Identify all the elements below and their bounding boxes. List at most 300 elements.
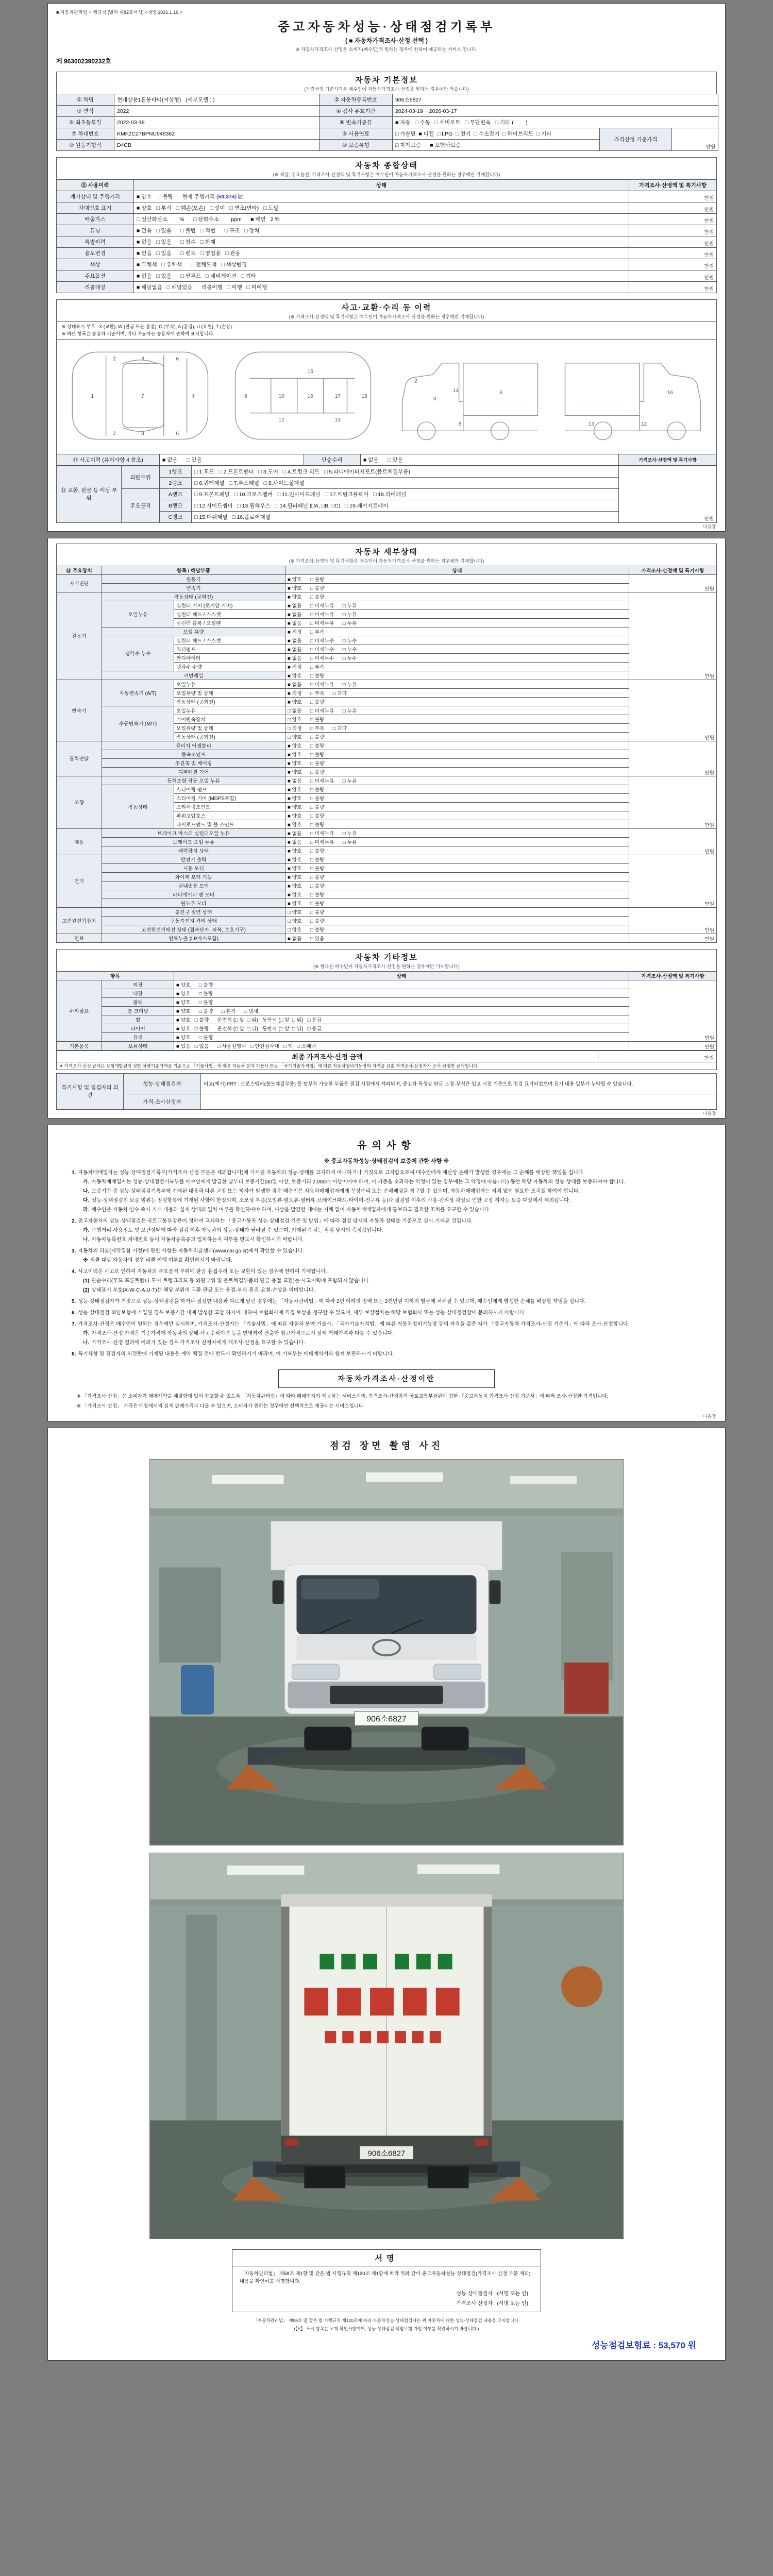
item-cell: 추진축 및 베어링	[102, 758, 285, 767]
checkbox-group-cell: □ 6.쿼터패널 □ 7.루프패널 □ 8.사이드실패널	[192, 477, 619, 488]
checkbox-group-cell: □ 없음 □ 미세누유 □ 누유	[285, 706, 629, 715]
notice-item-number: 2.	[72, 1218, 76, 1224]
checkbox-group-cell: ■ 자동 □ 수동 □ 세미오토 □ 무단변속 □ 기타 ( )	[393, 117, 718, 128]
checkbox-group-cell: □ 15.대쉬패널 □ 16.플로어패널	[192, 511, 619, 522]
checkbox-group-cell: ■ 없음 □ 미세누유 □ 누유	[285, 601, 629, 609]
ceiling-light	[510, 1476, 577, 1484]
item-cell: 외장	[102, 980, 174, 989]
notice-subitem	[83, 1227, 701, 1234]
svg-text:13: 13	[588, 421, 595, 428]
svg-text:17: 17	[334, 394, 341, 400]
checkbox-group-cell: ■ 양호 □ 불량	[285, 697, 629, 706]
subitem-cell: 오일누유	[174, 680, 285, 688]
item-cell: 변속기	[102, 583, 285, 592]
subitem-cell: 타이로드엔드 및 볼 조인트	[174, 820, 285, 828]
item-cell: 휠	[102, 1015, 174, 1024]
value-cell: 906소6827	[393, 94, 718, 106]
checkbox-group-cell: ■ 양호 □ 불량	[285, 846, 629, 855]
checkbox-group-cell: ■ 양호 □ 불량	[174, 997, 629, 1006]
notice-subitem-text: 성능·상태점검의 보증 범위는 점검항목에 기재된 사항에 한정되며, 소모성 부품(오일류·벨트류·필터류·브레이크패드·타이어·전구류 등)과 점검일 이후의 사용·관리상 과실로 인한 고장·하자는 보증 대상에서 제외됩니다.	[91, 1197, 570, 1204]
sheet-3	[47, 1125, 726, 1422]
checkbox-group-cell: ■ 양호 □ 불량	[174, 989, 629, 997]
checkbox-group-cell: □ 9.프론트패널 □ 10.크로스멤버 □ 11.인사이드패널 □ 17.트렁크플로어 □ 18.리어패널	[192, 488, 619, 500]
svg-text:15: 15	[307, 369, 313, 375]
notice-subitem-number: 가.	[83, 1227, 90, 1233]
checkbox-group-cell: ■ 양호 □ 불량	[285, 872, 629, 881]
notice-subitem-number: 가.	[83, 1179, 90, 1185]
inspection-photo-rear	[149, 1853, 624, 2239]
column-header: 항목 / 해당부품	[102, 566, 285, 574]
item-cell: 브레이크 마스터 실린더오일 누유	[102, 828, 285, 837]
svg-text:8: 8	[458, 421, 462, 428]
item-cell: 작동상태	[102, 785, 174, 828]
next-page-marker: 다음장	[703, 1110, 716, 1116]
price-cell: 만원	[629, 680, 717, 741]
opinion-who: 가격·조사산정자	[124, 1094, 201, 1109]
checkbox-group-cell: ■ 양호 □ 불량	[285, 881, 629, 890]
item-cell: 커먼레일	[102, 671, 285, 680]
row-label: 튜닝	[57, 225, 134, 236]
label-cell: ④ 검사 유효기간	[320, 106, 393, 117]
headlight-left	[292, 1664, 339, 1680]
tail-light-left	[285, 2139, 298, 2146]
notice-subitem-text: 가격조사·산정 결과에 이의가 있는 경우 가격조사·산정자에게 재조사·산정을 요구할 수 있습니다.	[91, 1340, 305, 1346]
checkbox-group-cell: ■ 없음 □ 있음 □ 렌트 □ 영업용 □ 관용	[134, 248, 629, 259]
rank-cell: 2랭크	[160, 477, 192, 488]
notice-item	[72, 1320, 701, 1328]
notice-subitem	[83, 1339, 701, 1347]
svg-text:13: 13	[334, 417, 341, 423]
price-cell: 만원	[629, 282, 717, 293]
checkbox-group-cell: □ 양호 □ 불량	[285, 732, 629, 741]
exchange-label: ⑬ 교환, 판금 등 이상 부위	[57, 466, 122, 522]
item-cell: 원동기	[102, 574, 285, 583]
pricing-info-line: ※ 「가격조사·산정」 가격은 매장에서의 실제 판매가격과 다를 수 있으며, 소비자가 원하는 경우에만 선택적으로 제공되는 서비스입니다.	[77, 1403, 365, 1410]
checkbox-group-cell: □ 가솔린 ■ 디젤 □ LPG □ 전기 □ 수소전기 □ 하이브리드 □ 기타	[393, 128, 600, 140]
row-label: 계기상태 및 주행거리	[57, 191, 134, 202]
overall-condition-table	[56, 179, 717, 293]
notice-subitem-number: 나.	[83, 1236, 90, 1243]
checkbox-group-cell: ■ 없음 □ 있음 □ 침수 □ 화재	[134, 236, 629, 248]
item-cell: 배력장치 상태	[102, 846, 285, 855]
checkbox-group-cell: ■ 양호 □ 불량	[174, 980, 629, 989]
item-cell: 오일 유량	[102, 627, 285, 636]
checkbox-group-cell: ■ 양호 □ 부식 □ 훼손(오손) □ 상이 □ 변조(변타) □ 도말	[134, 202, 629, 214]
checkbox-group-cell: □ 일산화탄소 % □ 탄화수소 ppm ■ 매연 2 %	[134, 214, 629, 225]
device-group: 제동	[57, 828, 102, 855]
item-cell: 동력조향 작동 오일 누유	[102, 776, 285, 785]
pricing-info-box-title: 자동차가격조사·산정이란	[278, 1369, 495, 1388]
item-cell: 보유상태	[102, 1041, 174, 1050]
section-overall-title: 자동차 종합상태	[355, 161, 418, 170]
checkbox-group-cell: ■ 있음 □ 없음 □ 사용설명서 □ 안전삼각대 □ 잭 □ 스패너	[174, 1041, 629, 1050]
column-header: 상태	[285, 566, 629, 574]
section-etc-header	[56, 949, 717, 971]
price-cell: 만원	[629, 248, 717, 259]
inspection-photo-front	[149, 1459, 624, 1845]
item-cell: 윈도우 모터	[102, 899, 285, 907]
value-cell: KMFZC27BPNU948362	[114, 128, 320, 140]
notice-subitem-number: 라.	[83, 1207, 90, 1213]
diagram-left-side-box	[463, 363, 538, 416]
license-plate-number: 906소6827	[366, 1715, 407, 1724]
rear-wheel-left	[304, 2167, 345, 2189]
notice-item	[72, 1298, 701, 1306]
signature-title: 서명	[232, 2250, 541, 2266]
checkbox-group-cell: ■ 양호 □ 불량 운전석 (□ 앞 □ 뒤) 동반석 (□ 앞 □ 뒤) □ 응급	[174, 1024, 629, 1032]
notice-item-number: 8.	[72, 1351, 76, 1357]
svg-text:2: 2	[113, 356, 116, 362]
legend-line-1: ※ 상태표시 부호 : X (교환), W (판금 또는 용접), C (부식), A (흠집), U (요철), T (손상)	[62, 324, 232, 329]
document-title: 중고자동차성능·상태점검기록부	[277, 20, 496, 34]
subitem-cell: 스티어링 기어 (MDPS포함)	[174, 793, 285, 802]
price-cell: 만원	[629, 214, 717, 225]
value-cell: 2024-03-19 ~ 2026-03-17	[393, 106, 718, 117]
signature-footnote-2: (【Y】 표시 항목은 고객 확인사항이며, 성능·상태점검 책임보험 가입 여부를 확인하시기 바랍니다.)	[294, 2326, 479, 2331]
license-plate-number: 906소6827	[367, 2149, 406, 2158]
price-cell: 만원	[629, 907, 717, 934]
checkbox-group-cell: ■ 없음 □ 미세누수 □ 누수	[285, 636, 629, 645]
checkbox-group-cell: □ 양호 □ 불량	[285, 916, 629, 925]
notice-item-number: 1.	[72, 1170, 76, 1176]
rank-cell: C랭크	[160, 511, 192, 522]
row-label: 배출가스	[57, 214, 134, 225]
column-header: 가격조사·산정액 및 특기사항	[629, 566, 717, 574]
checkbox-group-cell: □ 양호 □ 불량	[285, 925, 629, 934]
item-cell: 광택	[102, 997, 174, 1006]
device-group: 원동기	[57, 592, 102, 680]
svg-text:16: 16	[307, 394, 313, 400]
column-header: 상태	[174, 971, 629, 980]
rear-photo-illustration	[150, 1853, 623, 2239]
item-cell: 와이퍼 모터 기능	[102, 872, 285, 881]
notice-subitem-text: 가격조사·산정 가격은 기준가격에 자동차의 상태·사고수리이력 등을 반영하여 산출한 참고가격으로서 실제 거래가격과 다를 수 있습니다.	[91, 1330, 394, 1336]
red-signage-text	[304, 1988, 459, 2044]
svg-text:16: 16	[667, 389, 674, 396]
svg-text:12: 12	[641, 421, 647, 428]
notice-item-text: 자동차의 리콜(제작결함 시정)에 관한 사항은 자동차리콜센터(www.car.go.kr)에서 확인할 수 있습니다.	[78, 1248, 305, 1254]
item-cell: 브레이크 오일 누유	[102, 837, 285, 846]
checkbox-group-cell: ■ 없음 □ 있음	[285, 934, 629, 942]
checkbox-group-cell: ■ 양호 □ 불량	[285, 863, 629, 872]
section-accident-header	[56, 299, 717, 321]
mileage-value: 50,374	[218, 194, 235, 200]
notice-subitem	[83, 1197, 701, 1205]
checkbox-group-cell: ■ 양호 □ 불량	[285, 758, 629, 767]
notice-item	[72, 1268, 701, 1276]
checkbox-group-cell: ■ 양호 □ 불량	[285, 811, 629, 820]
notice-subitem	[83, 1206, 701, 1214]
item-cell: 충전구 절연 상태	[102, 907, 285, 916]
svg-text:9: 9	[244, 394, 247, 400]
item-cell: 고전원전기배선 상태 (접속단자, 피복, 보호기구)	[102, 925, 285, 934]
price-cell: 만원	[629, 202, 717, 214]
price-cell: 만원	[629, 236, 717, 248]
checkbox-group-cell: ■ 없음 □ 있음 □ 불법 □ 적법 □ 구조 □ 장치	[134, 225, 629, 236]
subitem-cell: 작동상태 (공회전)	[174, 697, 285, 706]
simple-repair-label: 단순수리	[304, 454, 361, 465]
diagram-left-side-cab	[402, 363, 463, 431]
document-title-option: ( ■ 자동차가격조사·산정 선택 )	[345, 37, 428, 44]
item-cell: 유리	[102, 1032, 174, 1041]
opinion-table	[56, 1073, 717, 1110]
item-cell: 구동축전지 격리 상태	[102, 916, 285, 925]
notice-item-text: 사고이력은 사고로 인하여 자동차의 주요골격 부위에 판금·용접수리 또는 교환이 있는 경우에 한하여 기재합니다.	[78, 1268, 328, 1275]
tail-light-right	[475, 2139, 489, 2146]
wall-shelf	[159, 1568, 221, 1663]
checkbox-group-cell: ■ 없음 □ 있음	[361, 454, 619, 465]
checkbox-group-cell: ■ 해당없음 □ 해당있음 리콜이행 □ 이행 □ 미이행	[134, 282, 629, 293]
device-group: 수리필요	[57, 980, 102, 1041]
item-cell: 연료누출 (LP가스포함)	[102, 934, 285, 942]
inspector-signature-line: 성능·상태점검자 : (서명 또는 인)	[456, 2291, 528, 2297]
accident-history-table	[56, 454, 717, 466]
value-cell: 2022-03-18	[114, 117, 320, 128]
price-cell: 만원	[629, 259, 717, 270]
svg-text:8: 8	[141, 431, 144, 437]
price-cell: 만원	[629, 828, 717, 855]
checkbox-group-cell: ■ 양호 □ 불량	[285, 767, 629, 776]
sheet-1	[47, 3, 726, 532]
mileage-label: 현재 주행거리 (	[182, 194, 219, 200]
section-etc-note: (※ 항목은 매수인이 자동차가격조사·산정을 원하는 경우에만 기재합니다)	[313, 963, 460, 969]
section-etc-title: 자동차 기타정보	[355, 953, 418, 962]
cargo-box-top	[271, 1521, 502, 1570]
checkbox-group-cell: ■ 양호 □ 불량	[285, 574, 629, 583]
notice-subitem-text: 단순수리(후드·프론트펜더·도어·트렁크리드 등 외판부위 및 볼트체결부품의 판금·용접·교환)는 사고이력에 포함되지 않습니다.	[91, 1278, 371, 1284]
vehicle-diagram-area	[56, 339, 717, 454]
svg-text:14: 14	[452, 387, 459, 394]
notice-subitem	[83, 1286, 701, 1294]
section-accident-note: (※ 가격조사·산정액 및 특기사항은 매수인이 자동차가격조사·산정을 원하는 경우에만 기재합니다)	[289, 314, 484, 319]
column-header: ⑭ 주요장치	[57, 566, 102, 574]
price-cell: 만원	[629, 225, 717, 236]
notice-subitem-text: 상태표시 부호(X·W·C·A·U·T)는 해당 부위의 교환·판금 또는 용접·부식·흠집·요철·손상을 의미합니다.	[91, 1287, 315, 1293]
item-cell: 오일누유	[102, 601, 174, 627]
checkbox-group-cell: ■ 양호 □ 불량	[285, 671, 629, 680]
opinion-label: 특기사항 및 점검자의 의견	[57, 1073, 124, 1109]
checkbox-group-cell: ■ 양호 □ 불량	[285, 785, 629, 793]
svg-text:18: 18	[361, 394, 367, 400]
signature-footnote-1: 「자동차관리법」 제58조 및 같은 법 시행규칙 제120조에 따라 자동차성능·상태점검자는 위 자동차에 대한 성능·상태점검 내용을 고지합니다.	[253, 2317, 520, 2323]
price-cell: 만원	[629, 191, 717, 202]
notice-subitem-text: 매수인은 자동차 인수 즉시 기재 내용과 실제 상태의 일치 여부를 확인하여야 하며, 이상을 발견한 때에는 지체 없이 자동차매매업자에게 통보하고 필요한 조치를 요구할 수 있습니다.	[91, 1207, 491, 1213]
svg-text:2: 2	[113, 431, 116, 437]
accident-legend	[56, 321, 717, 339]
exchange-panel-table	[56, 466, 717, 523]
front-wheel-left	[304, 1727, 351, 1751]
next-page-marker: 다음장	[703, 523, 716, 529]
row-label: 색상	[57, 259, 134, 270]
notice-item-number: 3.	[72, 1248, 76, 1254]
base-price-label-cell: 가격산정 기준가격	[600, 128, 672, 151]
column-header: 가격조사·산정액 및 특기사항	[619, 454, 717, 465]
item-cell: 작동상태 (공회전)	[102, 592, 285, 601]
final-price-note: ※ 가격조사·산정 금액은 보험개발원이 정한 차량기준가액을 기준으로 「기술사법」에 따른 자동차 분야 기술사 또는 「국가기술자격법」에 따른 자동차정비기능장의 자격을 갖춘 가격조사·산정자가 조사·산정한 금액입니다.	[57, 1062, 717, 1070]
notice-item	[72, 1217, 701, 1225]
rank-cell: A랭크	[160, 488, 192, 500]
checkbox-group-cell: □ 12.사이드멤버 □ 13.휠하우스 □ 14.필러패널 (□A, □B, □C) □ 19.패키지트레이	[192, 500, 619, 511]
row-label: 특별이력	[57, 236, 134, 248]
notice-item-text: 특기사항 및 점검자의 의견란에 기재된 내용은 계약 체결 전에 반드시 확인하시기 바라며, 이 기록부는 매매계약서와 함께 보관하시기 바랍니다.	[78, 1351, 394, 1357]
column-header: 가격조사·산정액 및 특기사항	[629, 971, 717, 980]
section-accident-title: 사고·교환·수리 등 이력	[341, 303, 432, 312]
device-group: 조향	[57, 776, 102, 828]
final-price-table	[56, 1050, 717, 1070]
section-detail-note: (※ 가격조사·산정액 및 특기사항은 매수인이 자동차가격조사·산정을 원하는 경우에만 기재합니다)	[289, 558, 484, 564]
notice-item	[72, 1247, 701, 1255]
row-label: 차대번호 표기	[57, 202, 134, 214]
checkbox-group-cell: □ 양호 □ 불량	[285, 715, 629, 723]
price-cell: 만원	[619, 466, 717, 522]
price-cell: 만원	[629, 855, 717, 907]
subitem-cell: 워터펌프	[174, 645, 285, 653]
diagram-underside-body	[235, 352, 371, 439]
subitem-cell: 오일유량 및 상태	[174, 723, 285, 732]
checkbox-group-cell: ■ 없음 □ 미세누유 □ 누유	[285, 837, 629, 846]
item-cell: 시동 모터	[102, 863, 285, 872]
final-price-value: 만원	[598, 1050, 717, 1062]
device-group: 변속기	[57, 680, 102, 741]
checkbox-group-cell: ■ 없음 □ 미세누유 □ 누유	[285, 776, 629, 785]
device-group: 자기진단	[57, 574, 102, 592]
opinion-text: 비고(예시) FRT : 크로스멤버(볼트체결부품) 등 탈부착 가능한 부품은 점검 시점에서 제외되며, 중고차 특성상 판금·도장·부식은 입고 시점 기준으로 점검 표기되었으며 표기 내용 일부가 누락될 수 있습니다.	[201, 1073, 717, 1094]
headlight-right	[434, 1664, 481, 1680]
state-text: ■ 양호 □ 불량	[137, 194, 173, 200]
device-group: 동력전달	[57, 741, 102, 776]
notice-item-text: 성능·상태점검 책임보험에 가입된 경우 보증기간 내에 발생한 고장·하자에 대하여 보험회사에 직접 보상을 청구할 수 있으며, 세부 보상절차는 해당 보험회사 또는 성능·상태점검장에 문의하시기 바랍니다.	[78, 1310, 526, 1316]
checkbox-group-cell: ■ 양호 □ 불량	[285, 750, 629, 758]
checkbox-group-cell: ■ 양호 □ 불량	[285, 583, 629, 592]
svg-text:3: 3	[141, 356, 144, 362]
notice-item	[72, 1309, 701, 1317]
price-cell: 만원	[629, 270, 717, 282]
workshop-door	[561, 1552, 613, 1681]
label-cell: ① 차명	[57, 94, 114, 106]
checkbox-group-cell: ■ 없음 □ 미세누유 □ 누유	[285, 828, 629, 837]
label-cell: ⑥ 변속기종류	[320, 117, 393, 128]
final-price-label: 최종 가격조사·산정 금액	[57, 1050, 598, 1062]
section-basic-title: 자동차 기본정보	[355, 76, 418, 84]
notice-subtitle: ※ 중고자동차성능·상태점검의 보증에 관한 사항 ※	[324, 1158, 449, 1164]
ceiling-light	[212, 1475, 284, 1484]
column-header: 항목	[57, 971, 174, 980]
label-cell: ② 자동차등록번호	[320, 94, 393, 106]
notice-item-number: 7.	[72, 1321, 76, 1327]
section-overall-header	[56, 157, 717, 179]
value-cell: D4CB	[114, 140, 320, 151]
next-page-marker: 다음장	[703, 1414, 716, 1419]
price-cell: 만원	[629, 592, 717, 680]
accident-history-label: ⑫ 사고이력 (유의사항 4 참조)	[57, 454, 160, 465]
notice-item	[72, 1169, 701, 1177]
svg-text:6: 6	[176, 431, 179, 437]
item-cell: 디퍼렌셜 기어	[102, 767, 285, 776]
signature-box	[232, 2249, 541, 2312]
notice-item-number: 5.	[72, 1298, 76, 1304]
subitem-cell: 실린더 헤드 / 가스켓	[174, 609, 285, 618]
notice-item-text: 성능·상태점검자가 거짓으로 성능·상태점검을 하거나 점검한 내용과 다르게 알린 경우에는 「자동차관리법」에 따라 2년 이하의 징역 또는 2천만원 이하의 벌금에 처해질 수 있으며, 매수인에게 발생한 손해를 배상할 책임을 집니다.	[78, 1298, 586, 1304]
bumper-grille	[330, 1686, 443, 1704]
section-overall-note: (※ 색상, 주요옵션, 가격조사·산정액 및 특기사항은 매수인이 자동차가격조사·산정을 원하는 경우에만 기재합니다)	[273, 172, 500, 177]
front-photo-illustration	[150, 1460, 623, 1845]
row-label: 주요옵션	[57, 270, 134, 282]
workshop-pillar	[186, 1915, 217, 2121]
checkbox-group-cell: ■ 적정 □ 부족 □ 과다	[285, 688, 629, 697]
price-cell: 만원	[629, 574, 717, 592]
item-cell: 클러치 어셈블리	[102, 741, 285, 750]
checkbox-group-cell: □ 자가보증 ■ 보험사보증	[393, 140, 600, 151]
diagram-right-side-box	[565, 363, 640, 416]
item-cell: 타이어	[102, 1024, 174, 1032]
checkbox-group-cell: ■ 양호 □ 불량	[285, 855, 629, 863]
item-cell: 수동변속기 (M/T)	[102, 706, 174, 741]
notice-title: 유의사항	[357, 1140, 416, 1151]
label-cell: ③ 연식	[57, 106, 114, 117]
svg-text:7: 7	[141, 394, 144, 400]
ceiling-light	[366, 1472, 443, 1482]
device-group: 고전원전기장치	[57, 907, 102, 934]
insurance-fee	[77, 2338, 696, 2351]
svg-text:3: 3	[433, 396, 436, 402]
column-header: ⑪ 사용이력	[57, 180, 134, 191]
price-cell: 만원	[629, 741, 717, 776]
svg-text:6: 6	[499, 389, 502, 396]
pricing-info-line: ※ 「가격조사·산정」은 소비자가 매매계약을 체결함에 있어 참고할 수 있도록 「자동차관리법」에 따라 매매업자가 제공하는 서비스이며, 가격조사·산정자가 국토교통부장관이 정한 「중고자동차 가격조사·산정 기준서」에 따라 조사·산정한 가격입니다.	[77, 1393, 609, 1399]
item-cell: 등속조인트	[102, 750, 285, 758]
legend-line-2: ※ 하단 항목은 승용차 기준이며, 기타 자동차는 승용차에 준하여 표시합니다.	[62, 331, 214, 336]
base-price-value-cell: 만원	[672, 128, 718, 151]
vehicle-diagrams	[61, 342, 712, 449]
subitem-cell: 스티어링 펌프	[174, 785, 285, 793]
rank-cell: 1랭크	[160, 466, 192, 477]
notice-item-number: 4.	[72, 1268, 76, 1275]
notice-item-text: 가격조사·산정은 매수인이 원하는 경우에만 실시하며, 가격조사·산정자는 「기술사법」에 따른 자동차 분야 기술사, 「국가기술자격법」에 따른 자동차정비기능장 등의 자격을 갖춘 자가 「중고자동차 가격조사·산정 기준서」에 따라 조사·산정합니다.	[78, 1321, 630, 1327]
price-cell: 만원	[629, 980, 717, 1041]
etc-info-table	[56, 971, 717, 1050]
basic-info-table	[56, 94, 718, 151]
item-cell: 자동변속기 (A/T)	[102, 680, 174, 706]
side-mirror-right	[489, 1581, 500, 1604]
label-cell: ⑤ 최초등록일	[57, 117, 114, 128]
section-detail-title: 자동차 세부상태	[355, 547, 418, 556]
notice-subitem-number: 나.	[83, 1340, 90, 1346]
checkbox-group-cell: ■ 무채색 □ 유채색 □ 전체도색 □ 색상변경	[134, 259, 629, 270]
notice-subitem-number: ※	[83, 1257, 88, 1263]
row-label: 리콜대상	[57, 282, 134, 293]
notice-subitem-text: 리콜 대상 자동차의 경우 리콜 이행 여부를 확인하시기 바랍니다.	[90, 1257, 232, 1263]
signature-body: 「자동차관리법」 제58조 제1항 및 같은 법 시행규칙 제120조 제1항에 따라 위와 같이 중고자동차성능·상태점검(가격조사·산정 부분 제외) 내용을 확인하고 서명합니다.	[240, 2271, 531, 2285]
opinion-who: 성능·상태점검자	[124, 1073, 201, 1094]
checkbox-group-cell: □ 적정 □ 부족 □ 과다	[285, 723, 629, 732]
checkbox-group-cell: ■ 없음 □ 있음	[160, 454, 304, 465]
notice-subitem	[83, 1178, 701, 1186]
subitem-cell: 파워고압호스	[174, 811, 285, 820]
price-cell: 만원	[629, 934, 717, 942]
sheet-4	[47, 1428, 726, 2360]
notice-subitem	[83, 1330, 701, 1337]
item-cell: 라디에이터 팬 모터	[102, 890, 285, 899]
checkbox-group-cell: ■ 적정 □ 부족	[285, 627, 629, 636]
ceiling-light	[417, 1865, 500, 1874]
checkbox-group-cell: ■ 양호 □ 불량	[174, 1032, 629, 1041]
price-cell: 만원	[629, 1041, 717, 1050]
front-wheel-right	[422, 1727, 469, 1751]
label-cell: ⑩ 보증유형	[320, 140, 393, 151]
subitem-cell: 실린더 커버 (로커암 커버)	[174, 601, 285, 609]
svg-text:1: 1	[91, 394, 94, 400]
device-group: 기본품목	[57, 1041, 102, 1050]
